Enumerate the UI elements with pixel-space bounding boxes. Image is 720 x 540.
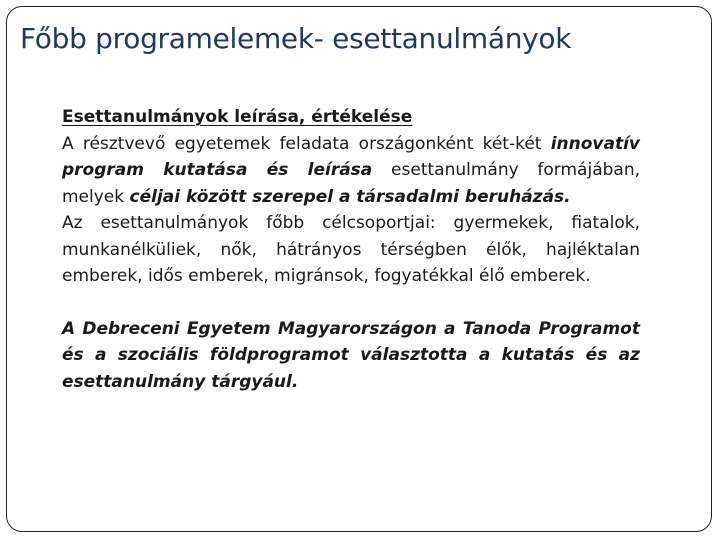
slide-title: Főbb programelemek- esettanulmányok [20, 22, 572, 55]
para1-text-2: esettanulmány formájában, melyek [62, 160, 640, 207]
paragraph-participants [62, 131, 640, 211]
paragraph-debrecen: A Debreceni Egyetem Magyarországon a Tanoda Programot és a szociális földprogramot választotta a kutatás és az esettanulmány tárgyául. [62, 318, 640, 392]
para1-emphasis-1: innovatív program kutatása és leírása [62, 133, 640, 180]
slide-content [62, 104, 640, 395]
para1-emphasis-2: céljai között szerepel a társadalmi beruházás. [129, 186, 571, 207]
paragraph-target-groups: Az esettanulmányok főbb célcsoportjai: gyermekek, fiatalok, munkanélküliek, nők, hátrányos térségben élők, hajléktalan emberek, idős emberek, migránsok, fogyatékkal élő emberek. [62, 213, 640, 286]
paragraph-gap [62, 290, 640, 316]
para1-text-1: A résztvevő egyetemek feladata országonként két-két [62, 133, 551, 154]
section-subheading: Esettanulmányok leírása, értékelése [62, 107, 413, 127]
